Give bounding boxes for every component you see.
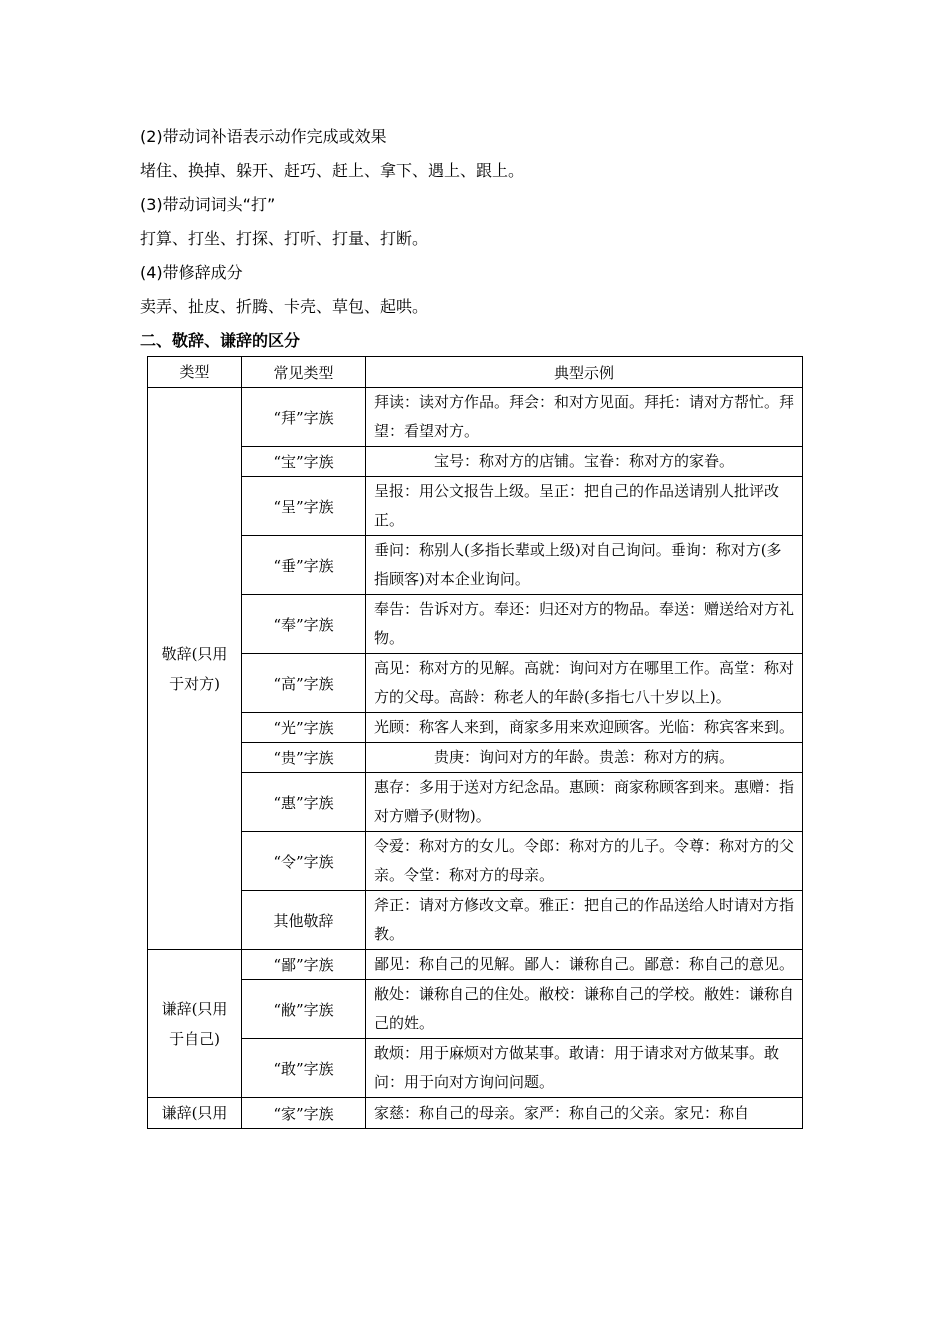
header-common-type: 常见类型 <box>242 357 366 388</box>
example-cell: 奉告：告诉对方。奉还：归还对方的物品。奉送：赠送给对方礼物。 <box>366 595 803 654</box>
type-cell: “鄙”字族 <box>242 950 366 980</box>
table-row <box>148 743 803 773</box>
example-cell: 鄙见：称自己的见解。鄙人：谦称自己。鄙意：称自己的意见。 <box>366 950 803 980</box>
header-example: 典型示例 <box>366 357 803 388</box>
table-row <box>148 891 803 950</box>
type-cell: “敢”字族 <box>242 1039 366 1098</box>
table-row <box>148 1098 803 1129</box>
example-cell: 令爱：称对方的女儿。令郎：称对方的儿子。令尊：称对方的父亲。令堂：称对方的母亲。 <box>366 832 803 891</box>
type-cell: “垂”字族 <box>242 536 366 595</box>
example-cell: 敝处：谦称自己的住处。敝校：谦称自己的学校。敝姓：谦称自己的姓。 <box>366 980 803 1039</box>
table-row <box>148 477 803 536</box>
line-5: 卖弄、扯皮、折腾、卡壳、草包、起哄。 <box>140 297 429 316</box>
type-cell: “家”字族 <box>242 1098 366 1129</box>
table-row <box>148 1039 803 1098</box>
table-row <box>148 773 803 832</box>
type-cell: “宝”字族 <box>242 447 366 477</box>
example-cell: 垂问：称别人(多指长辈或上级)对自己询问。垂询：称对方(多指顾客)对本企业询问。 <box>366 536 803 595</box>
type-cell: “拜”字族 <box>242 388 366 447</box>
example-cell: 光顾：称客人来到，商家多用来欢迎顾客。光临：称宾客来到。 <box>366 713 803 743</box>
table-row <box>148 447 803 477</box>
example-cell: 斧正：请对方修改文章。雅正：把自己的作品送给人时请对方指教。 <box>366 891 803 950</box>
example-cell: 宝号：称对方的店铺。宝眷：称对方的家眷。 <box>366 447 803 477</box>
line-2: (3)带动词词头“打” <box>140 195 276 214</box>
category-cell: 谦辞(只用 <box>148 1098 242 1129</box>
line-1: 堵住、换掉、躲开、赶巧、赶上、拿下、遇上、跟上。 <box>140 161 525 180</box>
header-type: 类型 <box>148 357 242 388</box>
section-heading: 二、敬辞、谦辞的区分 <box>140 331 301 350</box>
example-cell: 贵庚：询问对方的年龄。贵恙：称对方的病。 <box>366 743 803 773</box>
example-cell: 敢烦：用于麻烦对方做某事。敢请：用于请求对方做某事。敢问：用于向对方询问问题。 <box>366 1039 803 1098</box>
line-0: (2)带动词补语表示动作完成或效果 <box>140 127 387 146</box>
type-cell: “敝”字族 <box>242 980 366 1039</box>
category-cell: 谦辞(只用于自己) <box>148 950 242 1098</box>
example-cell: 高见：称对方的见解。高就：询问对方在哪里工作。高堂：称对方的父母。高龄：称老人的年龄(多指七八十岁以上)。 <box>366 654 803 713</box>
type-cell: “惠”字族 <box>242 773 366 832</box>
example-cell: 呈报：用公文报告上级。呈正：把自己的作品送请别人批评改正。 <box>366 477 803 536</box>
table-header-row <box>148 357 803 388</box>
category-cell: 敬辞(只用于对方) <box>148 388 242 950</box>
type-cell: “呈”字族 <box>242 477 366 536</box>
type-cell: 其他敬辞 <box>242 891 366 950</box>
line-4: (4)带修辞成分 <box>140 263 243 282</box>
type-cell: “高”字族 <box>242 654 366 713</box>
table-row <box>148 950 803 980</box>
table-row <box>148 713 803 743</box>
table-row <box>148 832 803 891</box>
table-row <box>148 654 803 713</box>
type-cell: “令”字族 <box>242 832 366 891</box>
table-row <box>148 980 803 1039</box>
example-cell: 惠存：多用于送对方纪念品。惠顾：商家称顾客到来。惠赠：指对方赠予(财物)。 <box>366 773 803 832</box>
table-row <box>148 595 803 654</box>
type-cell: “光”字族 <box>242 713 366 743</box>
table-row <box>148 388 803 447</box>
table-row <box>148 536 803 595</box>
type-cell: “奉”字族 <box>242 595 366 654</box>
example-cell: 拜读：读对方作品。拜会：和对方见面。拜托：请对方帮忙。拜望：看望对方。 <box>366 388 803 447</box>
honorific-table <box>147 356 803 1129</box>
example-cell: 家慈：称自己的母亲。家严：称自己的父亲。家兄：称自 <box>366 1098 803 1129</box>
line-3: 打算、打坐、打探、打听、打量、打断。 <box>140 229 429 248</box>
type-cell: “贵”字族 <box>242 743 366 773</box>
